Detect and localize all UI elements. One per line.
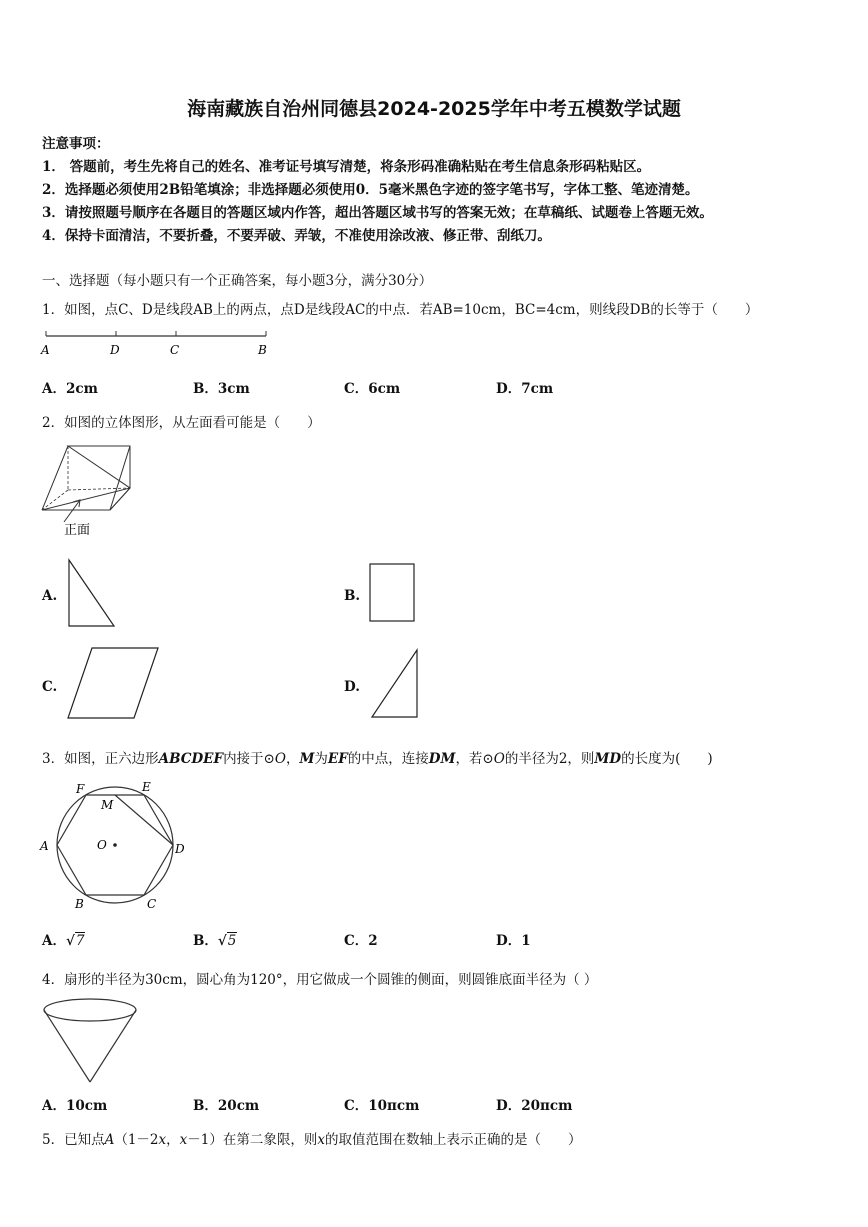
vertex-label: M bbox=[101, 798, 114, 812]
vertex-label: F bbox=[76, 782, 85, 796]
option-c-parallelogram bbox=[66, 646, 162, 722]
point-label: C bbox=[170, 343, 180, 357]
point-label: A bbox=[41, 343, 50, 357]
question-4-stem: 4．扇形的半径为30cm，圆心角为120°，用它做成一个圆锥的侧面，则圆锥底面半径为（ ） bbox=[42, 972, 598, 988]
point-label: B bbox=[258, 343, 267, 357]
option-a: A．10cm bbox=[42, 1098, 108, 1114]
option-c: C．6cm bbox=[344, 381, 401, 397]
segment-figure bbox=[40, 326, 280, 360]
center-label: O bbox=[97, 838, 107, 852]
point-label: D bbox=[110, 343, 120, 357]
option-c: C．2 bbox=[344, 933, 378, 949]
option-a-triangle bbox=[66, 558, 118, 630]
question-1-stem: 1．如图，点C、D是线段AB上的两点，点D是线段AC的中点．若AB=10cm，BC=4cm，则线段DB的长等于（ ） bbox=[42, 302, 759, 318]
option-b: B．3cm bbox=[193, 381, 250, 397]
vertex-label: A bbox=[40, 839, 49, 853]
option-b: B．√5 bbox=[193, 933, 237, 949]
hexagon-figure bbox=[38, 778, 198, 912]
notice-item: 4．保持卡面清洁，不要折叠，不要弄破、弄皱，不准使用涂改液、修正带、刮纸刀。 bbox=[42, 228, 551, 244]
option-d: D．1 bbox=[496, 933, 531, 949]
cone-figure bbox=[40, 996, 144, 1086]
question-2-stem: 2．如图的立体图形，从左面看可能是（ ） bbox=[42, 415, 321, 431]
option-b: B．20cm bbox=[193, 1098, 260, 1114]
notice-item: 2．选择题必须使用2B铅笔填涂；非选择题必须使用0．5毫米黑色字迹的签字笔书写，字体工整、笔迹清楚。 bbox=[42, 182, 699, 198]
page-title: 海南藏族自治州同德县2024-2025学年中考五模数学试题 bbox=[187, 98, 681, 120]
notice-heading: 注意事项： bbox=[42, 136, 110, 152]
option-b: B. bbox=[344, 588, 361, 604]
notice-item: 1． 答题前，考生先将自己的姓名、准考证号填写清楚，将条形码准确粘贴在考生信息条形码粘贴区。 bbox=[42, 159, 651, 175]
option-a: A．2cm bbox=[42, 381, 98, 397]
option-d-triangle bbox=[370, 648, 424, 720]
question-3-stem: 3．如图，正六边形ABCDEF内接于⊙O，M为EF的中点，连接DM，若⊙O的半径为2，则MD的长度为( ) bbox=[42, 751, 713, 767]
option-d: D．20πcm bbox=[496, 1098, 573, 1114]
question-5-stem: 5．已知点A（1－2x，x－1）在第二象限，则x的取值范围在数轴上表示正确的是（ ） bbox=[42, 1132, 582, 1148]
option-a: A. bbox=[42, 588, 58, 604]
front-label: 正面 bbox=[64, 523, 91, 538]
prism-figure bbox=[40, 444, 140, 540]
notice-item: 3．请按照题号顺序在各题目的答题区域内作答，超出答题区域书写的答案无效；在草稿纸、试题卷上答题无效。 bbox=[42, 205, 713, 221]
option-b-rectangle bbox=[368, 562, 418, 624]
option-d: D. bbox=[344, 679, 360, 695]
vertex-label: B bbox=[75, 897, 84, 911]
vertex-label: C bbox=[147, 897, 157, 911]
vertex-label: E bbox=[142, 780, 151, 794]
option-d: D．7cm bbox=[496, 381, 554, 397]
vertex-label: D bbox=[175, 842, 185, 856]
section-heading: 一、选择题（每小题只有一个正确答案，每小题3分，满分30分） bbox=[42, 273, 433, 289]
option-c: C. bbox=[42, 679, 58, 695]
option-c: C．10πcm bbox=[344, 1098, 420, 1114]
option-a: A．√7 bbox=[42, 933, 85, 949]
